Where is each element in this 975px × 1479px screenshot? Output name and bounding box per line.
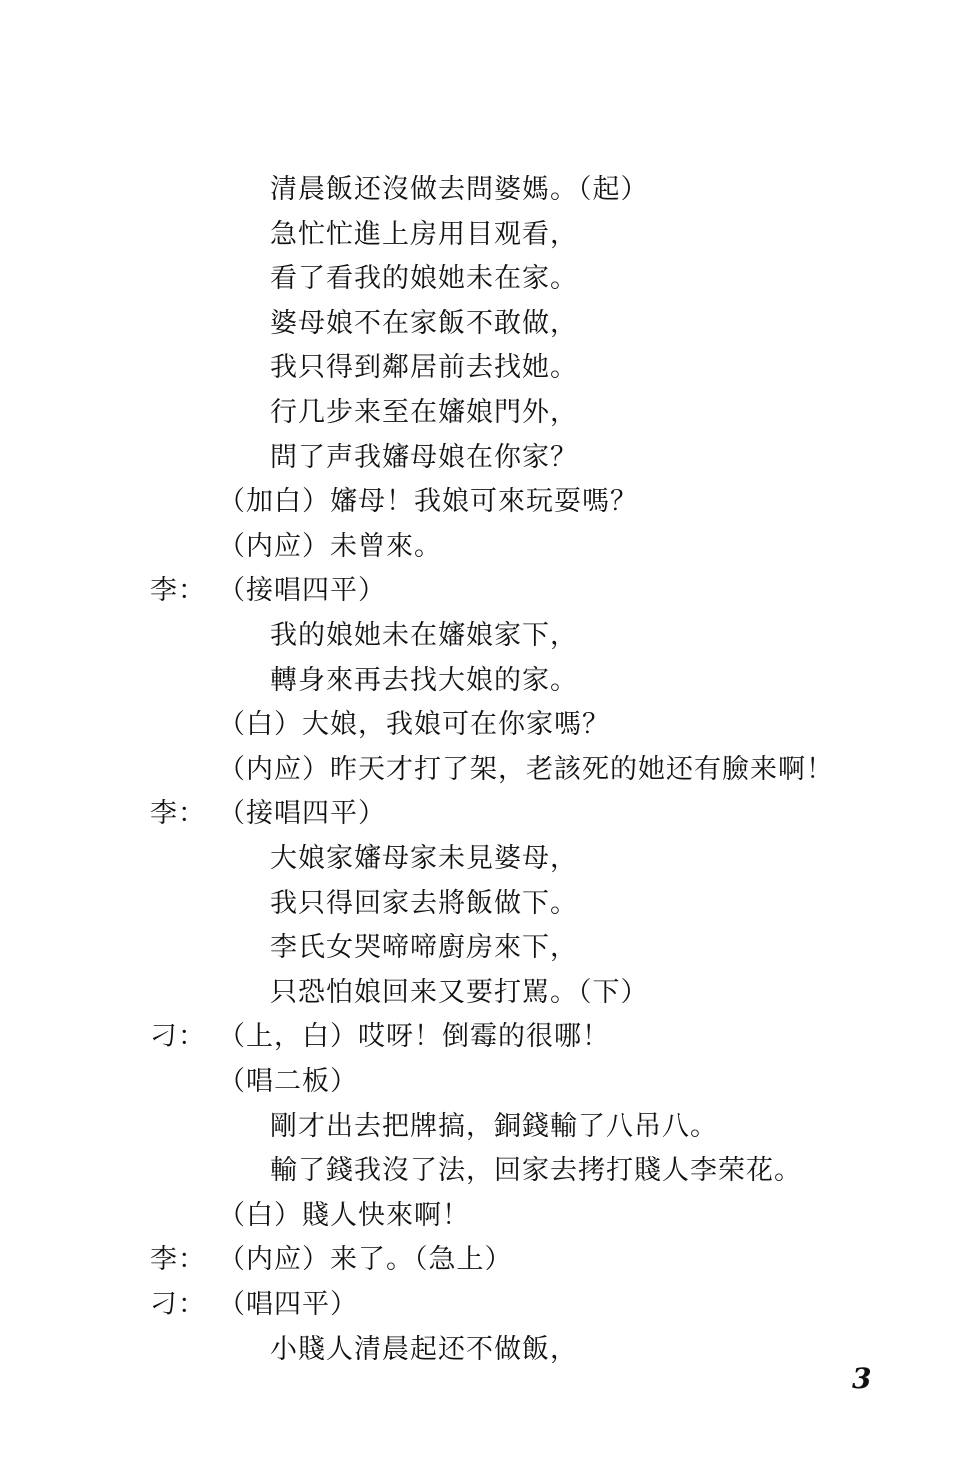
stage-direction: （接唱四平） — [218, 575, 386, 606]
verse-line: 我的娘她未在嬸娘家下， — [270, 620, 578, 651]
verse-line: 行几步来至在嬸娘門外， — [270, 397, 578, 428]
stage-direction: （白）大娘，我娘可在你家嗎？ — [218, 709, 610, 740]
stage-direction: （白）賤人快來啊！ — [218, 1200, 470, 1231]
verse-line: 急忙忙進上房用目观看， — [270, 219, 578, 250]
stage-direction: （接唱四平） — [218, 798, 386, 829]
verse-line: 問了声我嬸母娘在你家？ — [270, 442, 578, 473]
speaker-label: 李： — [150, 1244, 206, 1275]
stage-direction: （内应）昨天才打了架，老該死的她还有臉来啊！ — [218, 754, 834, 785]
speaker-label: 刁： — [150, 1021, 206, 1052]
stage-direction: （唱二板） — [218, 1066, 358, 1097]
verse-line: 我只得到鄰居前去找她。 — [270, 352, 578, 383]
verse-line: 大娘家嬸母家未見婆母， — [270, 843, 578, 874]
verse-line: 轉身來再去找大娘的家。 — [270, 665, 578, 696]
speaker-label: 刁： — [150, 1289, 206, 1320]
verse-line: 李氏女哭啼啼廚房來下， — [270, 932, 578, 963]
stage-direction: （加白）嬸母！我娘可來玩耍嗎？ — [218, 486, 638, 517]
verse-line: 輸了錢我沒了法，回家去拷打賤人李荣花。 — [270, 1155, 802, 1186]
verse-line: 清晨飯还沒做去問婆媽。（起） — [270, 174, 649, 205]
verse-line: 婆母娘不在家飯不敢做， — [270, 308, 578, 339]
page-number: 3 — [852, 1362, 872, 1395]
verse-line: 小賤人清晨起还不做飯， — [270, 1334, 578, 1365]
verse-line: 我只得回家去將飯做下。 — [270, 888, 578, 919]
verse-line: 看了看我的娘她未在家。 — [270, 263, 578, 294]
verse-line: 剛才出去把牌搞，銅錢輸了八吊八。 — [270, 1111, 718, 1142]
stage-direction: （上，白）哎呀！倒霉的很哪！ — [218, 1021, 610, 1052]
stage-direction: （内应）未曾來。 — [218, 531, 442, 562]
speaker-label: 李： — [150, 575, 206, 606]
verse-line: 只恐怕娘回来又要打駡。（下） — [270, 977, 649, 1008]
speaker-label: 李： — [150, 798, 206, 829]
stage-direction: （内应）来了。（急上） — [218, 1244, 513, 1275]
stage-direction: （唱四平） — [218, 1289, 358, 1320]
